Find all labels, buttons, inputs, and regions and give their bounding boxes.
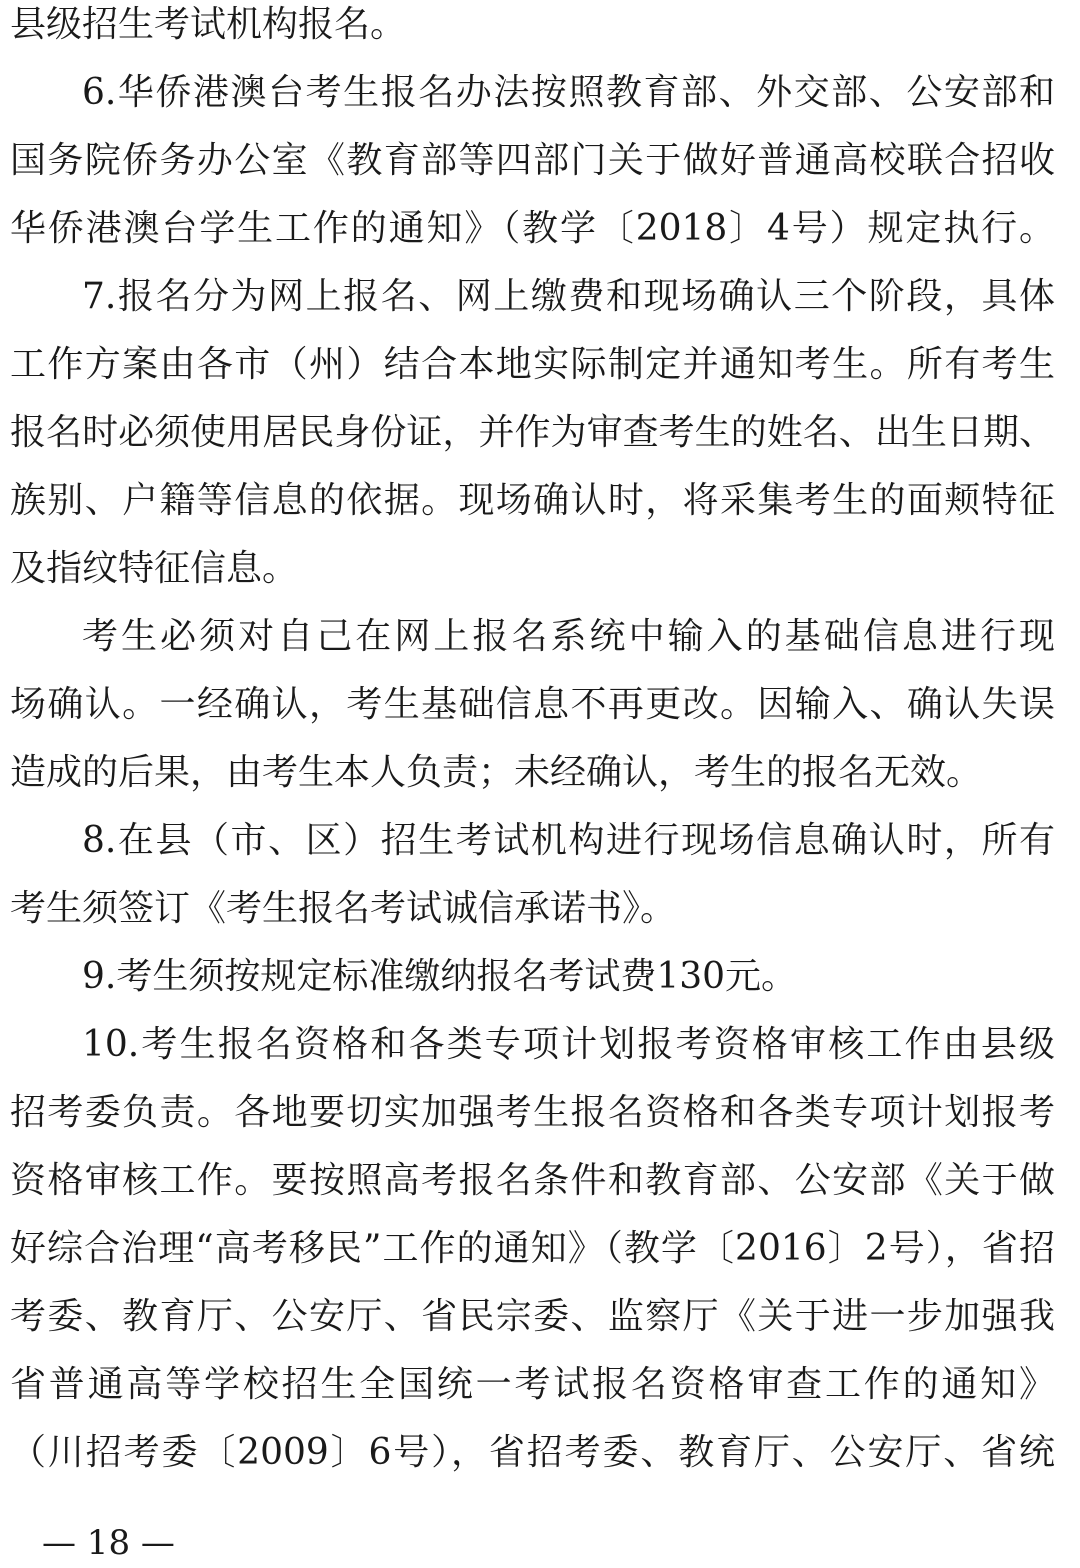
text-line-11: 场确认。一经确认，考生基础信息不再更改。因输入、确认失误 (10, 684, 1055, 725)
text-line-6: 工作方案由各市（州）结合本地实际制定并通知考生。所有考生 (10, 344, 1055, 385)
text-line-12: 造成的后果，由考生本人负责；未经确认，考生的报名无效。 (10, 752, 983, 793)
text-line-4: 华侨港澳台学生工作的通知》（教学〔2018〕4号）规定执行。 (10, 208, 1055, 249)
text-line-1: 县级招生考试机构报名。 (10, 4, 407, 45)
text-line-7: 报名时必须使用居民身份证，并作为审查考生的姓名、出生日期、 (10, 412, 1055, 453)
text-line-16: 10.考生报名资格和各类专项计划报考资格审核工作由县级 (82, 1024, 1055, 1065)
text-line-2: 6.华侨港澳台考生报名办法按照教育部、外交部、公安部和 (82, 72, 1055, 113)
text-line-17: 招考委负责。各地要切实加强考生报名资格和各类专项计划报考 (10, 1092, 1055, 1133)
text-line-3: 国务院侨务办公室《教育部等四部门关于做好普通高校联合招收 (10, 140, 1055, 181)
text-line-22: （川招考委〔2009〕6号），省招考委、教育厅、公安厅、省统 (10, 1432, 1055, 1473)
text-line-10: 考生必须对自己在网上报名系统中输入的基础信息进行现 (82, 616, 1055, 657)
text-line-9: 及指纹特征信息。 (10, 548, 299, 589)
text-line-20: 考委、教育厅、公安厅、省民宗委、监察厅《关于进一步加强我 (10, 1296, 1055, 1337)
text-line-18: 资格审核工作。要按照高考报名条件和教育部、公安部《关于做 (10, 1160, 1055, 1201)
text-line-14: 考生须签订《考生报名考试诚信承诺书》。 (10, 888, 677, 929)
text-line-19: 好综合治理“高考移民”工作的通知》（教学〔2016〕2号），省招 (10, 1228, 1055, 1269)
text-line-21: 省普通高等学校招生全国统一考试报名资格审查工作的通知》 (10, 1364, 1055, 1405)
text-line-13: 8.在县（市、区）招生考试机构进行现场信息确认时，所有 (82, 820, 1055, 861)
text-line-15: 9.考生须按规定标准缴纳报名考试费130元。 (82, 956, 798, 997)
text-line-5: 7.报名分为网上报名、网上缴费和现场确认三个阶段，具体 (82, 276, 1055, 317)
text-line-8: 族别、户籍等信息的依据。现场确认时，将采集考生的面颊特征 (10, 480, 1055, 521)
page-number: — 18 — (42, 1523, 175, 1563)
